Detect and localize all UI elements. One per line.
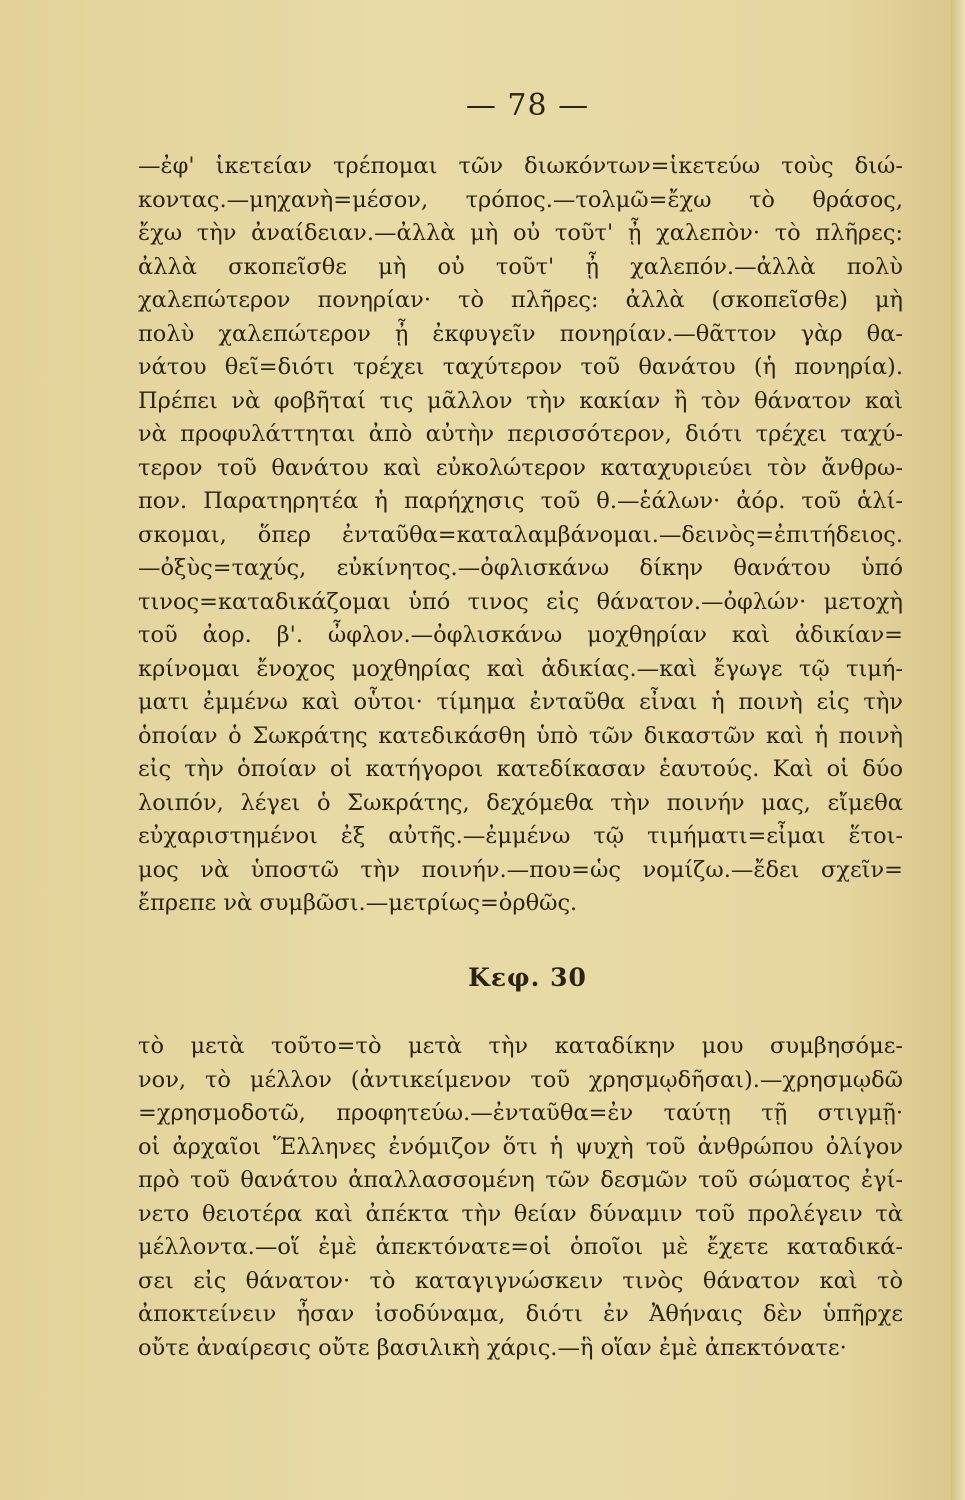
text-line: —ὀξὺς=ταχύς, εὐκίνητος.—ὀφλισκάνω δίκην θανάτου ὑπό: [138, 555, 903, 581]
text-line: τὸ μετὰ τοῦτο=τὸ μετὰ τὴν καταδίκην μου συμβησόμε-: [138, 1033, 903, 1059]
commentary-block-1: [138, 150, 903, 921]
page-edge: [951, 0, 965, 1500]
text-line: ματι ἐμμένω καὶ οὗτοι· τίμημα ἐνταῦθα εἶναι ἡ ποινὴ εἰς τὴν: [138, 689, 903, 715]
text-line: —ἐφ' ἱκετείαν τρέπομαι τῶν διωκόντων=ἱκετεύω τοὺς διώ-: [138, 153, 903, 179]
text-line: πρὸ τοῦ θανάτου ἀπαλλασσομένη τῶν δεσμῶν τοῦ σώματος ἐγί-: [138, 1167, 903, 1193]
text-line: ὁποίαν ὁ Σωκράτης κατεδικάσθη ὑπὸ τῶν δικαστῶν καὶ ἡ ποινὴ: [138, 722, 903, 749]
text-line: νὰ προφυλάττηται ἀπὸ αὐτὴν περισσότερον, διότι τρέχει ταχύ-: [138, 421, 903, 447]
text-line: τινος=καταδικάζομαι ὑπό τινος εἰς θάνατον.—ὀφλών· μετοχὴ: [138, 588, 903, 615]
text-line: οἱ ἀρχαῖοι Ἕλληνες ἐνόμιζον ὅτι ἡ ψυχὴ τοῦ ἀνθρώπου ὀλίγον: [138, 1133, 903, 1160]
text-line: μος νὰ ὑποστῶ τὴν ποινήν.—που=ὡς νομίζω.—ἔδει σχεῖν=: [138, 856, 903, 883]
commentary-block-2: [138, 1030, 903, 1365]
text-line: ἀποκτείνειν ἦσαν ἰσοδύναμα, διότι ἐν Ἀθήναις δὲν ὑπῆρχε: [138, 1301, 903, 1327]
text-line: λοιπόν, λέγει ὁ Σωκράτης, δεχόμεθα τὴν ποινήν μας, εἴμεθα: [138, 789, 903, 816]
text-line: νάτου θεῖ=διότι τρέχει ταχύτερον τοῦ θανάτου (ἡ πονηρία).: [138, 354, 903, 380]
text-line: πολὺ χαλεπώτερον ᾖ ἐκφυγεῖν πονηρίαν.—θᾶττον γὰρ θα-: [138, 320, 903, 347]
text-line: ἔχω τὴν ἀναίδειαν.—ἀλλὰ μὴ οὐ τοῦτ' ᾖ χαλεπὸν· τὸ πλῆρες:: [138, 220, 903, 246]
text-line: εὐχαριστημένοι ἐξ αὐτῆς.—ἐμμένω τῷ τιμήματι=εἶμαι ἕτοι-: [138, 823, 903, 849]
text-line: Πρέπει νὰ φοβῆταί τις μᾶλλον τὴν κακίαν ἢ τὸν θάνατον καὶ: [138, 387, 903, 414]
text-line: εἰς τὴν ὁποίαν οἱ κατήγοροι κατεδίκασαν ἑαυτούς. Καὶ οἱ δύο: [138, 756, 903, 782]
text-line: τερον τοῦ θανάτου καὶ εὐκολώτερον καταχυριεύει τὸν ἄνθρω-: [138, 454, 903, 481]
text-line: νον, τὸ μέλλον (ἀντικείμενον τοῦ χρησμῳδῆσαι).—χρησμῳδῶ: [138, 1066, 903, 1093]
page-number: — 78 —: [465, 88, 590, 123]
text-line: κρίνομαι ἔνοχος μοχθηρίας καὶ ἀδικίας.—καὶ ἔγωγε τῷ τιμή-: [138, 655, 903, 682]
text-line: χαλεπώτερον πονηρίαν· τὸ πλῆρες: ἀλλὰ (σκοπεῖσθε) μὴ: [138, 287, 903, 313]
text-line: =χρησμοδοτῶ, προφητεύω.—ἐνταῦθα=ἐν ταύτῃ τῇ στιγμῇ·: [138, 1100, 903, 1126]
text-line: οὔτε ἀναίρεσις οὔτε βασιλικὴ χάρις.—ἣ οἵαν ἐμὲ ἀπεκτόνατε·: [138, 1334, 847, 1361]
text-line: ἔπρεπε νὰ συμβῶσι.—μετρίως=ὀρθῶς.: [138, 890, 578, 916]
text-line: σει εἰς θάνατον· τὸ καταγιγνώσκειν τινὸς θάνατον καὶ τὸ: [138, 1267, 903, 1294]
text-line: κοντας.—μηχανὴ=μέσον, τρόπος.—τολμῶ=ἔχω τὸ θράσος,: [138, 186, 903, 213]
text-line: πον. Παρατηρητέα ἡ παρήχησις τοῦ θ.—ἑάλων· ἀόρ. τοῦ ἁλί-: [138, 488, 903, 514]
text-line: σκομαι, ὅπερ ἐνταῦθα=καταλαμβάνομαι.—δεινὸς=ἐπιτήδειος.: [138, 521, 903, 548]
chapter-heading: Κεφ. 30: [468, 963, 587, 992]
text-line: νετο θειοτέρα καὶ ἀπέκτα τὴν θείαν δύναμιν τοῦ προλέγειν τὰ: [138, 1200, 903, 1227]
text-line: τοῦ ἀορ. β'. ὦφλον.—ὀφλισκάνω μοχθηρίαν καὶ ἀδικίαν=: [138, 622, 903, 648]
text-line: ἀλλὰ σκοπεῖσθε μὴ οὐ τοῦτ' ᾖ χαλεπόν.—ἀλλὰ πολὺ: [138, 253, 903, 280]
text-line: μέλλοντα.—οἵ ἐμὲ ἀπεκτόνατε=οἱ ὁποῖοι μὲ ἔχετε καταδικά-: [138, 1234, 903, 1260]
